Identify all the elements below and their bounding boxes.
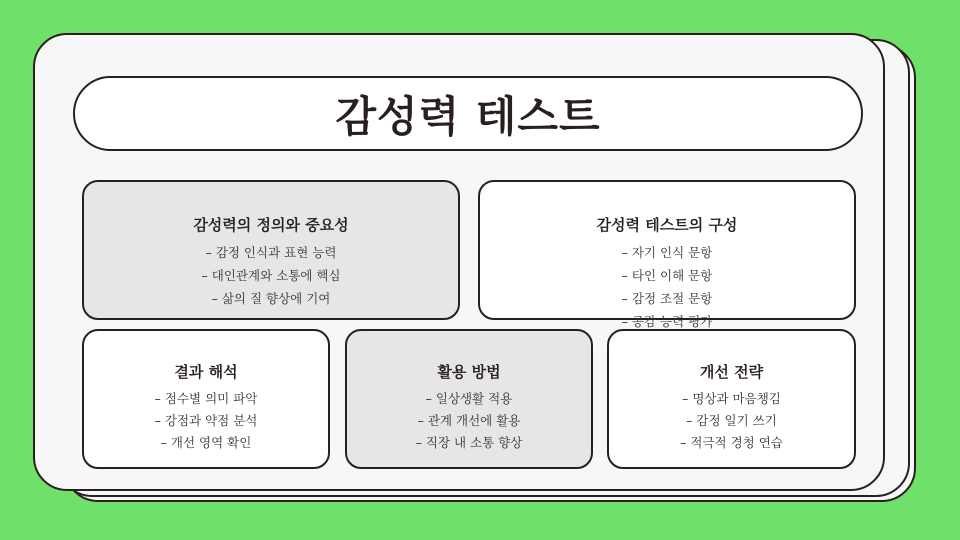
card-title: 결과 해석 (174, 363, 238, 381)
list-item: – 강점과 약점 분석 (84, 410, 328, 432)
card-list (84, 388, 328, 454)
list-item: – 타인 이해 문항 (480, 264, 854, 287)
card-list (347, 388, 591, 454)
card-structure (478, 180, 856, 329)
title-bar (73, 76, 863, 151)
card-improve (607, 329, 856, 469)
card-definition (82, 180, 460, 320)
list-item: – 관계 개선에 활용 (347, 410, 591, 432)
list-item: – 직장 내 소통 향상 (347, 432, 591, 454)
list-item: – 감정 일기 쓰기 (609, 410, 854, 432)
card-list (84, 241, 458, 310)
list-item: – 적극적 경청 연습 (609, 432, 854, 454)
list-item: – 명상과 마음챙김 (609, 388, 854, 410)
card-usage (345, 329, 593, 469)
card-results (82, 329, 330, 469)
list-item: – 대인관계와 소통에 핵심 (84, 264, 458, 287)
card-title: 감성력의 정의와 중요성 (193, 216, 349, 234)
list-item: – 일상생활 적용 (347, 388, 591, 410)
list-item: – 자기 인식 문항 (480, 241, 854, 264)
card-title: 활용 방법 (437, 363, 501, 381)
list-item: – 감정 조절 문항 (480, 287, 854, 310)
list-item: – 점수별 의미 파악 (84, 388, 328, 410)
list-item: – 개선 영역 확인 (84, 432, 328, 454)
card-title: 개선 전략 (699, 363, 764, 381)
card-list (480, 241, 854, 333)
card-list (609, 388, 854, 454)
page-title: 감성력 테스트 (335, 91, 601, 141)
list-item: – 공감 능력 평가 (480, 310, 854, 333)
list-item: – 감정 인식과 표현 능력 (84, 241, 458, 264)
list-item: – 삶의 질 향상에 기여 (84, 287, 458, 310)
card-title: 감성력 테스트의 구성 (596, 216, 738, 234)
